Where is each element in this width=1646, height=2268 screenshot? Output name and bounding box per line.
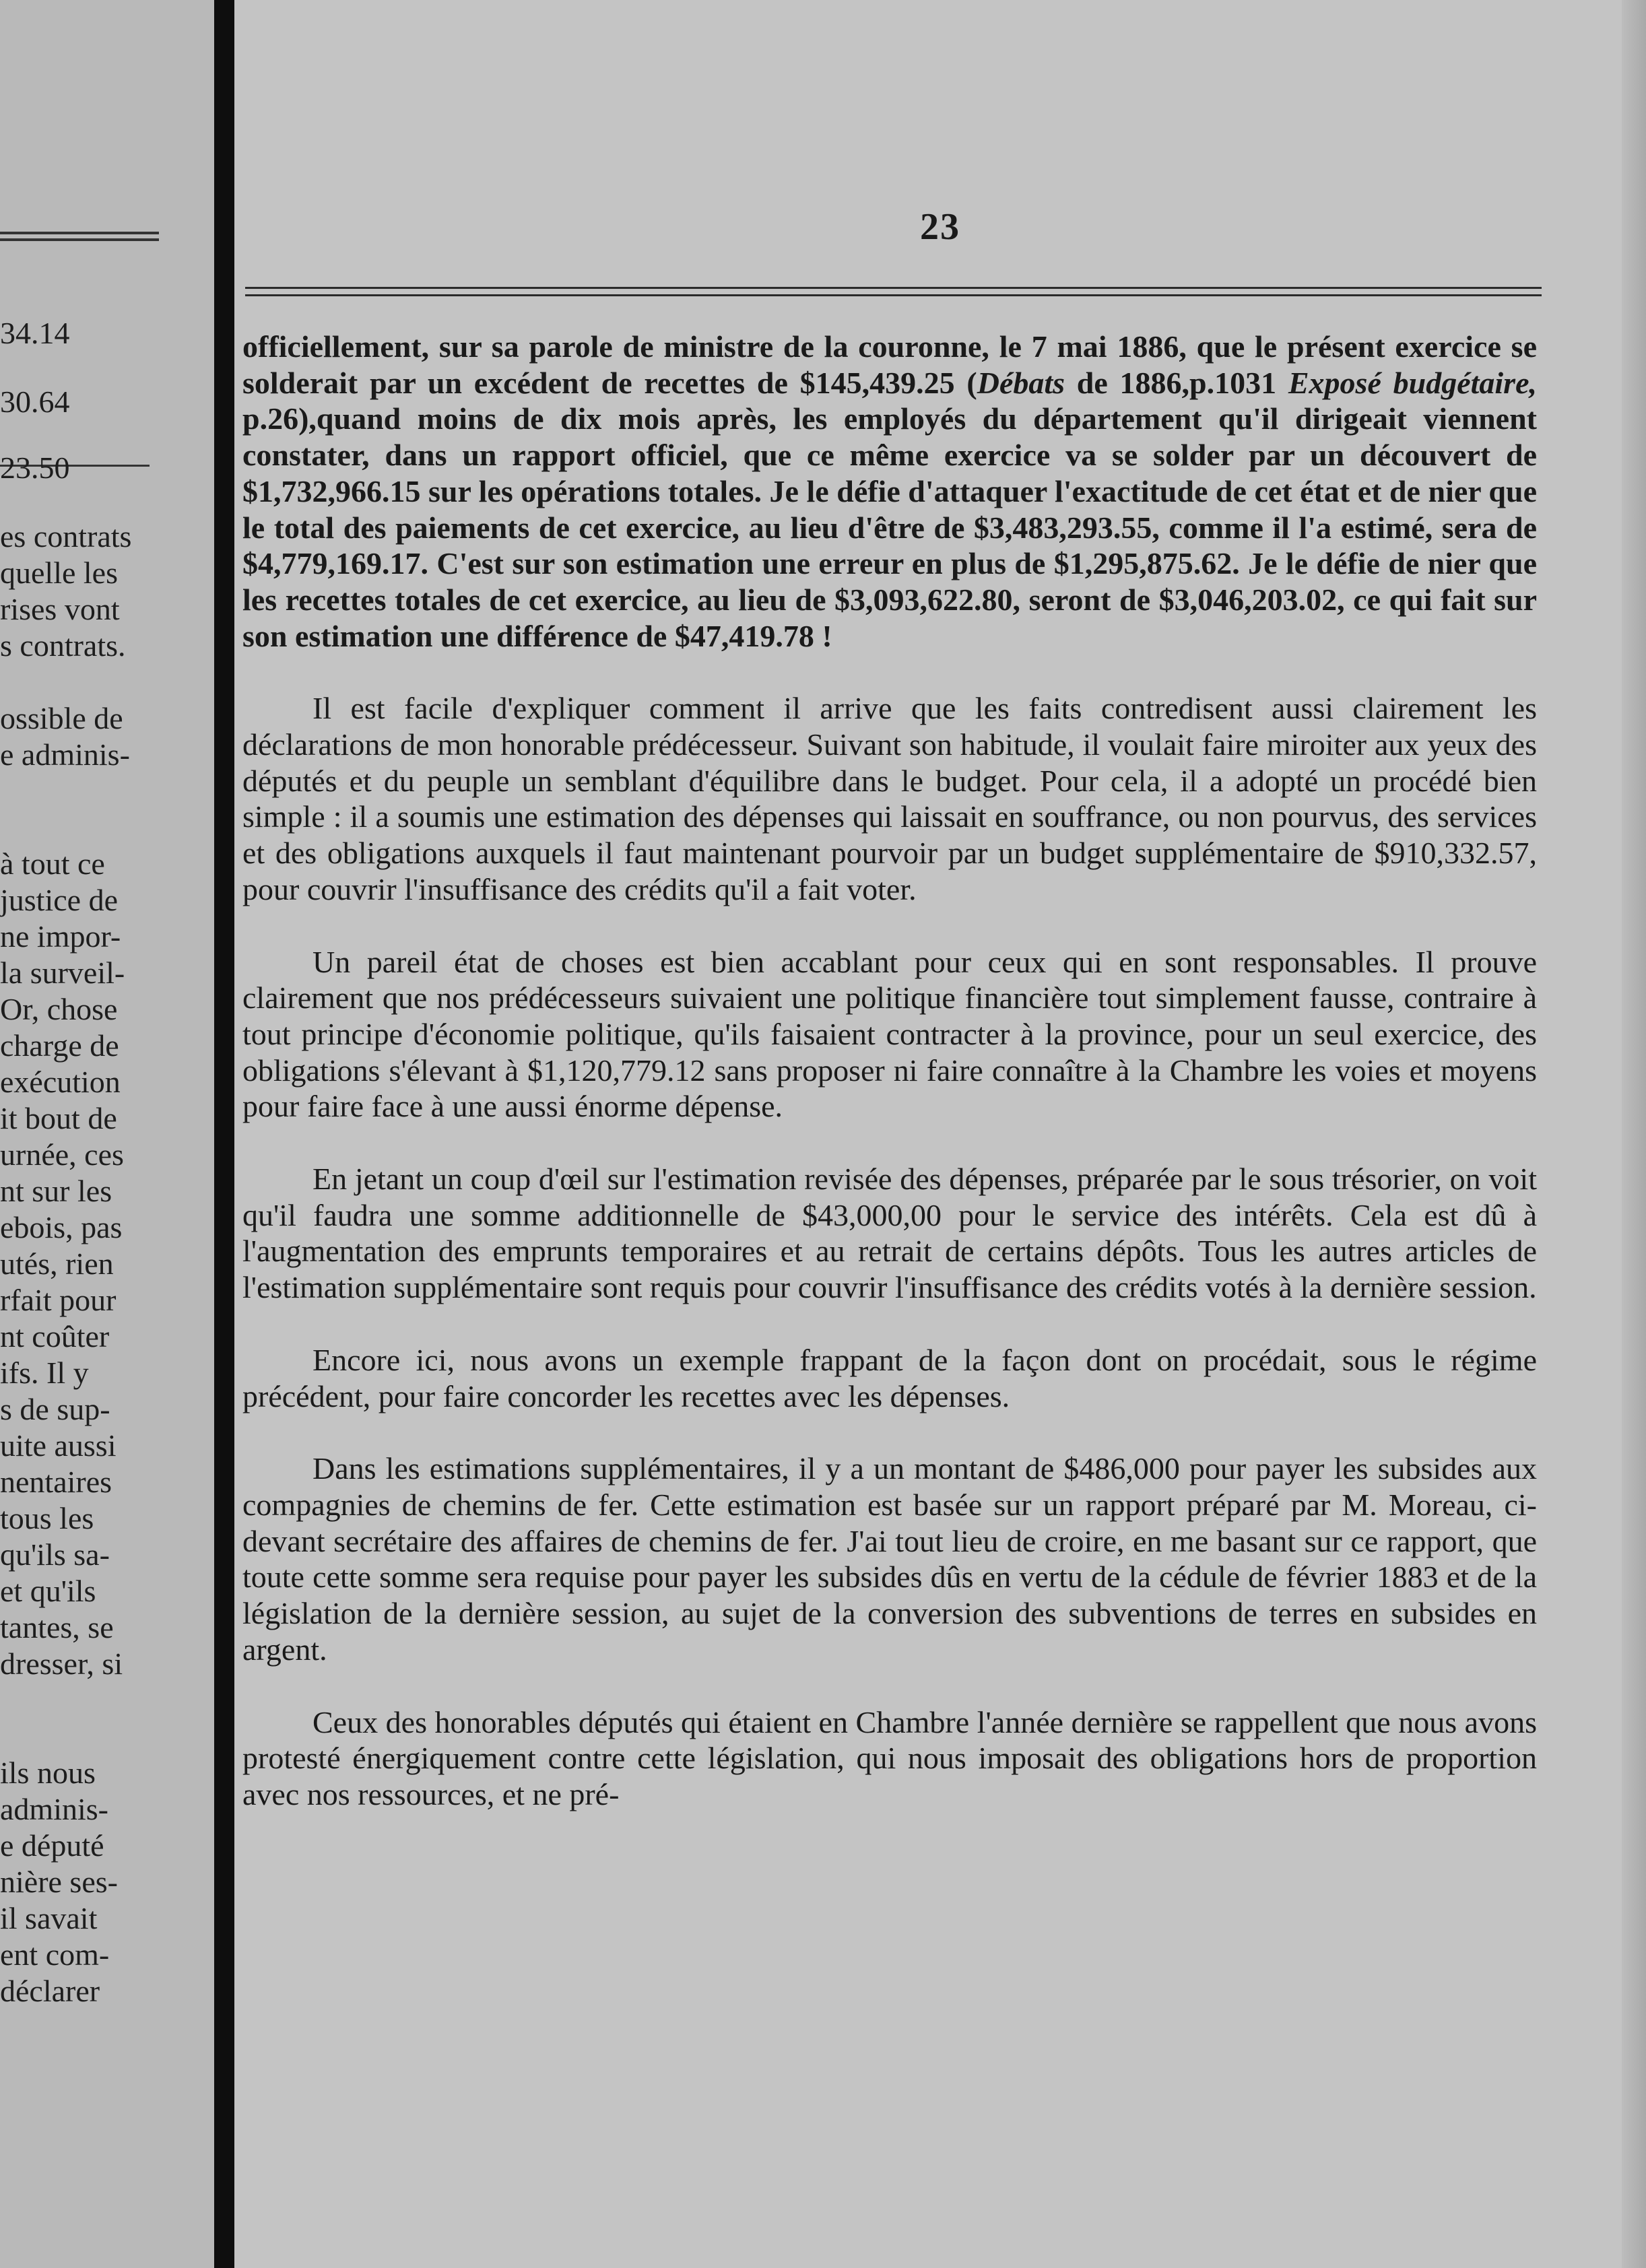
page [234, 0, 1646, 2268]
facing-page-line: tantes, se [0, 1610, 114, 1644]
page-number: 23 [920, 206, 960, 248]
paragraph-text: de 1886,p.1031 [1065, 365, 1288, 400]
facing-page-line: la surveil- [0, 956, 125, 990]
facing-page-fragment [0, 0, 214, 2268]
facing-page-line: 30.64 [0, 385, 70, 419]
paragraph: Un pareil état de choses est bien accablant pour ceux qui en sont responsables. Il prouve clairement que nos prédécesseurs suivaient une politique financière tout simplement fausse, contraire à tout principe d'économie politique, qu'ils faisaient contracter à la province, pour un seul exercice, des obligations s'élevant à $1,120,779.12 sans proposer ni faire connaître à la Chambre les voies et moyens pour faire face à une aussi énorme dépense. [242, 944, 1537, 1124]
italic-citation: Débats [977, 365, 1065, 400]
facing-page-line: il savait [0, 1901, 98, 1935]
facing-page-line: et qu'ils [0, 1574, 96, 1608]
paragraph-text: officiellement, sur sa parole de ministre de la couronne, le 7 mai 1886, que le présent exercice se solderait par un excédent de recettes de $145,439.25 ( [242, 329, 1537, 400]
header-rule [245, 287, 1542, 296]
binding-gutter [214, 0, 234, 2268]
italic-citation: Exposé budgétaire, [1288, 365, 1537, 400]
facing-page-line: adminis- [0, 1792, 108, 1826]
facing-page-line: rises vont [0, 592, 120, 626]
paragraph-continued [242, 329, 1537, 654]
facing-page-line: charge de [0, 1028, 119, 1063]
facing-page-line: ifs. Il y [0, 1356, 89, 1390]
page-edge-shadow [1622, 0, 1646, 2268]
facing-page-line: s contrats. [0, 628, 126, 663]
facing-page-line: e adminis- [0, 737, 130, 772]
facing-page-line: ils nous [0, 1756, 96, 1790]
facing-page-line: nt sur les [0, 1174, 112, 1208]
paragraph: Il est facile d'expliquer comment il arrive que les faits contredisent aussi clairement les déclarations de mon honorable prédécesseur. Suivant son habitude, il voulait faire miroiter aux yeux des députés et du peuple un semblant d'équilibre dans le budget. Pour cela, il a adopté un procédé bien simple : il a soumis une estimation des dépenses qui laissait en souffrance, ou non pourvus, des services et des obligations auxquels il faut maintenant pourvoir par un budget supplémentaire de $910,332.57, pour couvrir l'insuffisance des crédits qu'il a fait voter. [242, 691, 1537, 906]
facing-page-line: uite aussi [0, 1428, 117, 1463]
body-text [242, 329, 1537, 1813]
facing-page-line: tous les [0, 1501, 94, 1535]
facing-page-line: ne impor- [0, 919, 121, 954]
facing-page-line: es contrats [0, 519, 132, 554]
facing-page-line: nt coûter [0, 1319, 110, 1354]
facing-page-line: ossible de [0, 701, 123, 735]
facing-page-line: 34.14 [0, 316, 70, 350]
facing-page-rule [0, 238, 159, 241]
facing-page-line: exécution [0, 1065, 121, 1099]
paragraph-text: p.26),quand moins de dix mois après, les employés du département qu'il dirigeait viennent constater, dans un rapport officiel, que ce même exercice va se solder par un découvert de $1,732,966.15 sur les opérations totales. Je le défie d'attaquer l'exactitude de cet état et de nier que le total des paiements de cet exercice, au lieu d'être de $3,483,293.55, comme il l'a estimé, sera de $4,779,169.17. C'est sur son estimation une erreur en plus de $1,295,875.62. Je le défie de nier que les recettes totales de cet exercice, au lieu de $3,093,622.80, seront de $3,046,203.02, ce qui fait sur son estimation une différence de $47,419.78 ! [242, 401, 1537, 653]
facing-page-line: nentaires [0, 1465, 112, 1499]
facing-page-line: déclarer [0, 1974, 100, 2008]
facing-page-line: s de sup- [0, 1392, 110, 1426]
paragraph: Ceux des honorables députés qui étaient en Chambre l'année dernière se rappellent que nous avons protesté énergiquement contre cette législation, qui nous imposait des obligations hors de proportion avec nos ressources, et ne pré- [242, 1704, 1537, 1811]
facing-page-line: justice de [0, 883, 118, 917]
facing-page-line: 23.50 [0, 451, 70, 485]
facing-page-line: quelle les [0, 556, 118, 590]
facing-page-line: rfait pour [0, 1283, 117, 1317]
facing-page-line: dresser, si [0, 1646, 123, 1681]
facing-page-line: qu'ils sa- [0, 1537, 110, 1572]
paragraph: Encore ici, nous avons un exemple frappant de la façon dont on procédait, sous le régime précédent, pour faire concorder les recettes avec les dépenses. [242, 1342, 1537, 1413]
paragraph: Dans les estimations supplémentaires, il y a un montant de $486,000 pour payer les subsides aux compagnies de chemins de fer. Cette estimation est basée sur un rapport préparé par M. Moreau, ci-devant secrétaire des affaires de chemins de fer. J'ai tout lieu de croire, en me basant sur ce rapport, que toute cette somme sera requise pour payer les subsides dûs en vertu de la cédule de février 1883 et de la législation de la dernière session, au sujet de la conversion des subventions de terres en subsides en argent. [242, 1451, 1537, 1667]
facing-page-line: utés, rien [0, 1246, 114, 1281]
facing-page-line: à tout ce [0, 846, 105, 881]
facing-page-line: ebois, pas [0, 1210, 123, 1244]
facing-page-line: Or, chose [0, 992, 118, 1026]
facing-page-line: it bout de [0, 1101, 117, 1135]
facing-page-line: e député [0, 1828, 104, 1863]
facing-page-line: urnée, ces [0, 1137, 124, 1172]
facing-page-line: nière ses- [0, 1865, 118, 1899]
paragraph: En jetant un coup d'œil sur l'estimation revisée des dépenses, préparée par le sous trésorier, on voit qu'il faudra une somme additionnelle de $43,000,00 pour le service des intérêts. Cela est dû à l'augmentation des emprunts temporaires et au retrait de certains dépôts. Tous les autres articles de l'estimation supplémentaire sont requis pour couvrir l'insuffisance des crédits votés à la dernière session. [242, 1162, 1537, 1305]
facing-page-rule [0, 232, 159, 234]
facing-page-line: ent com- [0, 1937, 110, 1972]
